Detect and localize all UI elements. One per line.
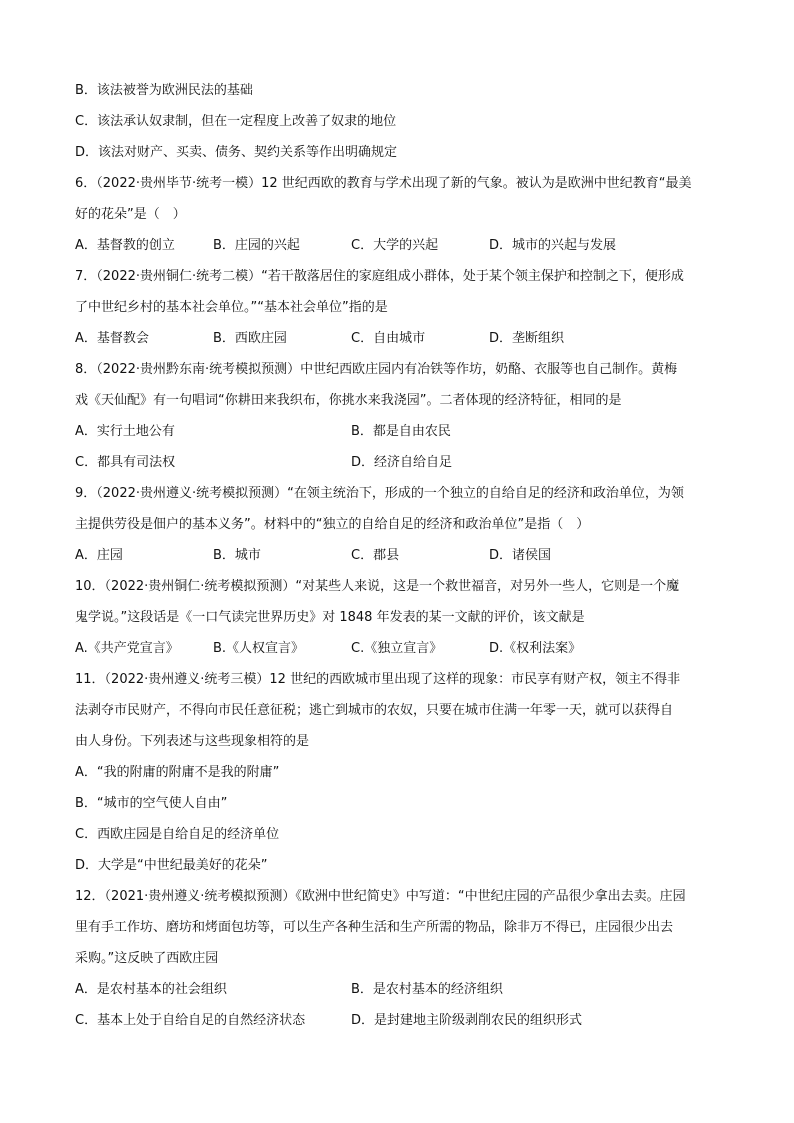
q6-option-a: A．基督教的创立: [75, 238, 175, 253]
q6-option-b: B．庄园的兴起: [213, 238, 300, 253]
q7-stem-line-2: 了中世纪乡村的基本社会单位。”“基本社会单位”指的是: [75, 300, 388, 315]
q12-option-c: C．基本上处于自给自足的自然经济状态: [75, 1013, 306, 1028]
q9-option-a: A．庄园: [75, 548, 123, 563]
q11-stem-line-1: 11．（2022·贵州遵义·统考三模）12 世纪的西欧城市里出现了这样的现象：市民享有财产权，领主不得非: [75, 672, 681, 687]
q10-stem-line-1: 10．（2022·贵州铜仁·统考模拟预测）“对某些人来说，这是一个救世福音，对另外一些人，它则是一个魔: [75, 579, 680, 594]
q11-option-d: D．大学是“中世纪最美好的花朵”: [75, 858, 268, 873]
q9-option-d: D．诸侯国: [489, 548, 552, 563]
q7-option-b: B．西欧庄园: [213, 331, 287, 346]
q6-option-c: C．大学的兴起: [351, 238, 439, 253]
q12-option-a: A．是农村基本的社会组织: [75, 982, 227, 997]
q7-stem-line-1: 7．（2022·贵州铜仁·统考二模）“若干散落居住的家庭组成小群体，处于某个领主保护和控制之下，便形成: [75, 269, 684, 284]
q12-stem-line-2: 里有手工作坊、磨坊和烤面包坊等，可以生产各种生活和生产所需的物品，除非万不得已，庄园很少出去: [75, 920, 674, 935]
q7-option-c: C．自由城市: [351, 331, 426, 346]
q9-stem-line-1: 9．（2022·贵州遵义·统考模拟预测）“在领主统治下，形成的一个独立的自给自足的经济和政治单位，为领: [75, 486, 684, 501]
q8-option-c: C．都具有司法权: [75, 455, 176, 470]
q8-option-a: A．实行土地公有: [75, 424, 175, 439]
q7-option-d: D．垄断组织: [489, 331, 565, 346]
q12-option-d: D．是封建地主阶级剥削农民的组织形式: [351, 1013, 583, 1028]
q9-stem-line-2: 主提供劳役是佃户的基本义务”。材料中的“独立的自给自足的经济和政治单位”是指（ ）: [75, 517, 590, 532]
q8-option-d: D．经济自给自足: [351, 455, 453, 470]
q12-stem-line-1: 12．（2021·贵州遵义·统考模拟预测）《欧洲中世纪简史》中写道：“中世纪庄园的产品很少拿出去卖。庄园: [75, 889, 686, 904]
q6-stem-line-2: 好的花朵”是（ ）: [75, 207, 186, 222]
q10-option-a: A.《共产党宣言》: [75, 641, 179, 656]
q5-option-d: D．该法对财产、买卖、债务、契约关系等作出明确规定: [75, 145, 398, 160]
q5-option-b: B．该法被誉为欧洲民法的基础: [75, 83, 253, 98]
q11-option-c: C．西欧庄园是自给自足的经济单位: [75, 827, 280, 842]
q12-stem-line-3: 采购。”这反映了西欧庄园: [75, 951, 219, 966]
q5-option-c: C．该法承认奴隶制，但在一定程度上改善了奴隶的地位: [75, 114, 397, 129]
q10-option-d: D.《权利法案》: [489, 641, 582, 656]
q12-option-b: B．是农村基本的经济组织: [351, 982, 503, 997]
q11-option-b: B．“城市的空气使人自由”: [75, 796, 228, 811]
q8-stem-line-2: 戏《天仙配》有一句唱词“你耕田来我织布，你挑水来我浇园”。二者体现的经济特征，相同的是: [75, 393, 622, 408]
q7-option-a: A．基督教会: [75, 331, 149, 346]
q8-option-b: B．都是自由农民: [351, 424, 451, 439]
q11-stem-line-2: 法剥夺市民财产，不得向市民任意征税；逃亡到城市的农奴，只要在城市住满一年零一天，就可以获得自: [75, 703, 674, 718]
q10-option-b: B.《人权宣言》: [213, 641, 305, 656]
q11-option-a: A．“我的附庸的附庸不是我的附庸”: [75, 765, 280, 780]
q6-option-d: D．城市的兴起与发展: [489, 238, 617, 253]
q9-option-b: B．城市: [213, 548, 261, 563]
q11-stem-line-3: 由人身份。下列表述与这些现象相符的是: [75, 734, 310, 749]
q8-stem-line-1: 8．（2022·贵州黔东南·统考模拟预测）中世纪西欧庄园内有冶铁等作坊，奶酪、衣服等也自己制作。黄梅: [75, 362, 678, 377]
q10-stem-line-2: 鬼学说。”这段话是《一口气读完世界历史》对 1848 年发表的某一文献的评价，该文献是: [75, 610, 585, 625]
q9-option-c: C．郡县: [351, 548, 400, 563]
q10-option-c: C.《独立宣言》: [351, 641, 443, 656]
q6-stem-line-1: 6．（2022·贵州毕节·统考一模）12 世纪西欧的教育与学术出现了新的气象。被认为是欧洲中世纪教育“最美: [75, 176, 692, 191]
